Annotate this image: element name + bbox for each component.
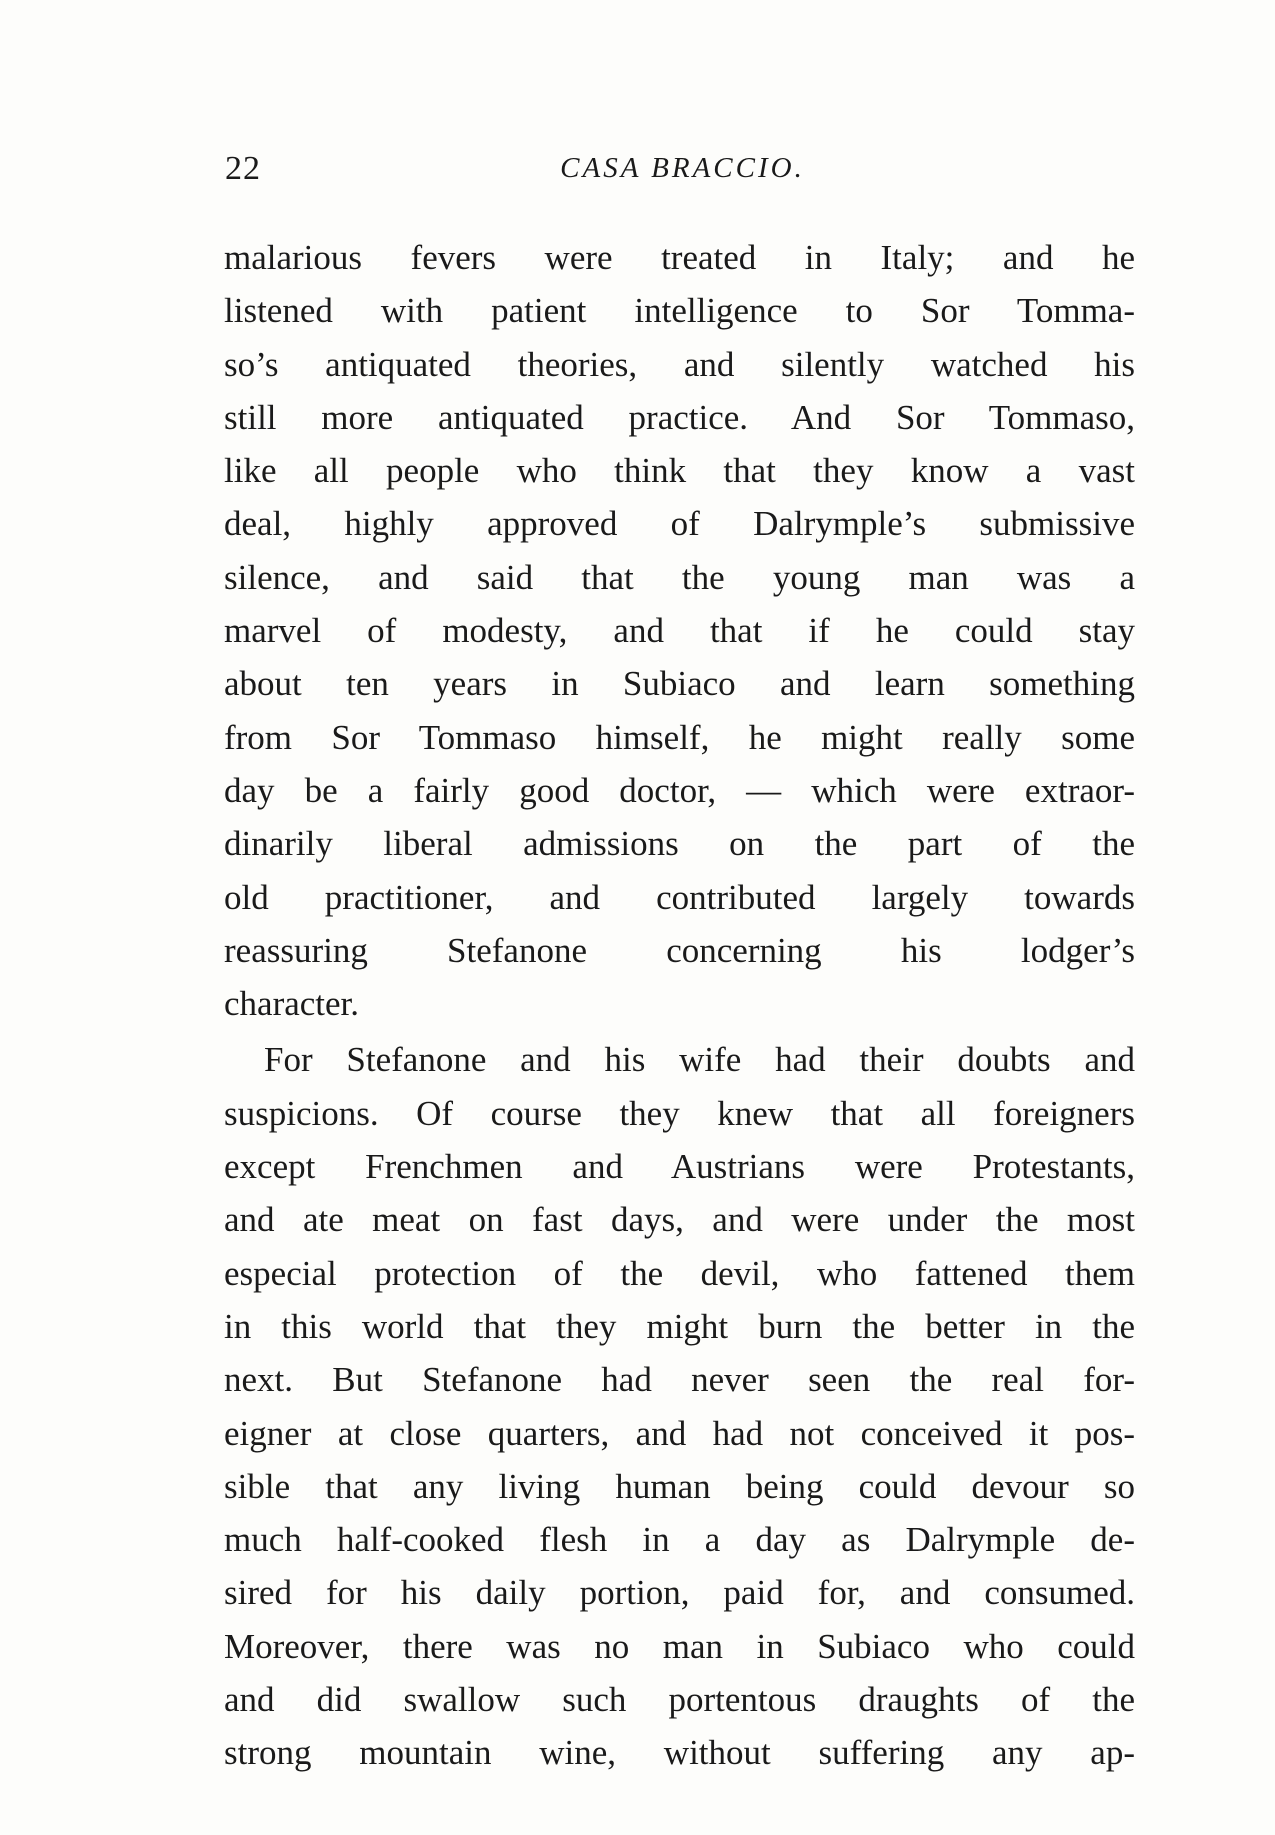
text-line: much half-cooked flesh in a day as Dalrymple de- — [224, 1520, 1135, 1560]
text-line: marvel of modesty, and that if he could stay — [224, 611, 1135, 651]
text-line: especial protection of the devil, who fattened them — [224, 1253, 1135, 1293]
text-line: in this world that they might burn the better in the — [224, 1306, 1135, 1346]
text-line: next. But Stefanone had never seen the real for- — [224, 1360, 1135, 1400]
text-line: deal, highly approved of Dalrymple’s submissive — [224, 504, 1135, 544]
text-line: except Frenchmen and Austrians were Protestants, — [224, 1147, 1135, 1187]
body-text — [224, 231, 1135, 1780]
running-head — [225, 150, 1140, 200]
text-line: so’s antiquated theories, and silently watched his — [224, 344, 1135, 384]
text-line: strong mountain wine, without suffering any ap- — [224, 1733, 1135, 1773]
text-line: silence, and said that the young man was a — [224, 557, 1135, 597]
text-line: day be a fairly good doctor, — which were extraor- — [224, 770, 1135, 810]
text-line: character. — [224, 984, 360, 1024]
text-line: from Sor Tommaso himself, he might really some — [224, 717, 1135, 757]
text-line: eigner at close quarters, and had not conceived it pos- — [224, 1413, 1135, 1453]
text-line: still more antiquated practice. And Sor Tommaso, — [224, 397, 1135, 437]
paragraph-2 — [224, 1033, 1135, 1779]
text-line: old practitioner, and contributed largely towards — [224, 877, 1135, 917]
paragraph-1 — [224, 231, 1135, 1030]
text-line: listened with patient intelligence to Sor Tomma- — [224, 291, 1135, 331]
text-line: sible that any living human being could devour so — [224, 1466, 1135, 1506]
text-line: Moreover, there was no man in Subiaco who could — [224, 1626, 1135, 1666]
text-line: about ten years in Subiaco and learn something — [224, 664, 1135, 704]
page-number: 22 — [225, 150, 261, 187]
text-line: suspicions. Of course they knew that all foreigners — [224, 1093, 1135, 1133]
running-title: CASA BRACCIO. — [560, 152, 805, 184]
text-line: like all people who think that they know a vast — [224, 451, 1135, 491]
text-line: and did swallow such portentous draughts of the — [224, 1680, 1135, 1720]
text-line: and ate meat on fast days, and were under the most — [224, 1200, 1135, 1240]
text-line: malarious fevers were treated in Italy; and he — [224, 238, 1135, 277]
text-line: reassuring Stefanone concerning his lodger’s — [224, 930, 1135, 970]
text-line: sired for his daily portion, paid for, and consumed. — [224, 1573, 1135, 1613]
text-line: dinarily liberal admissions on the part of the — [224, 824, 1135, 864]
text-line: For Stefanone and his wife had their doubts and — [264, 1040, 1135, 1080]
